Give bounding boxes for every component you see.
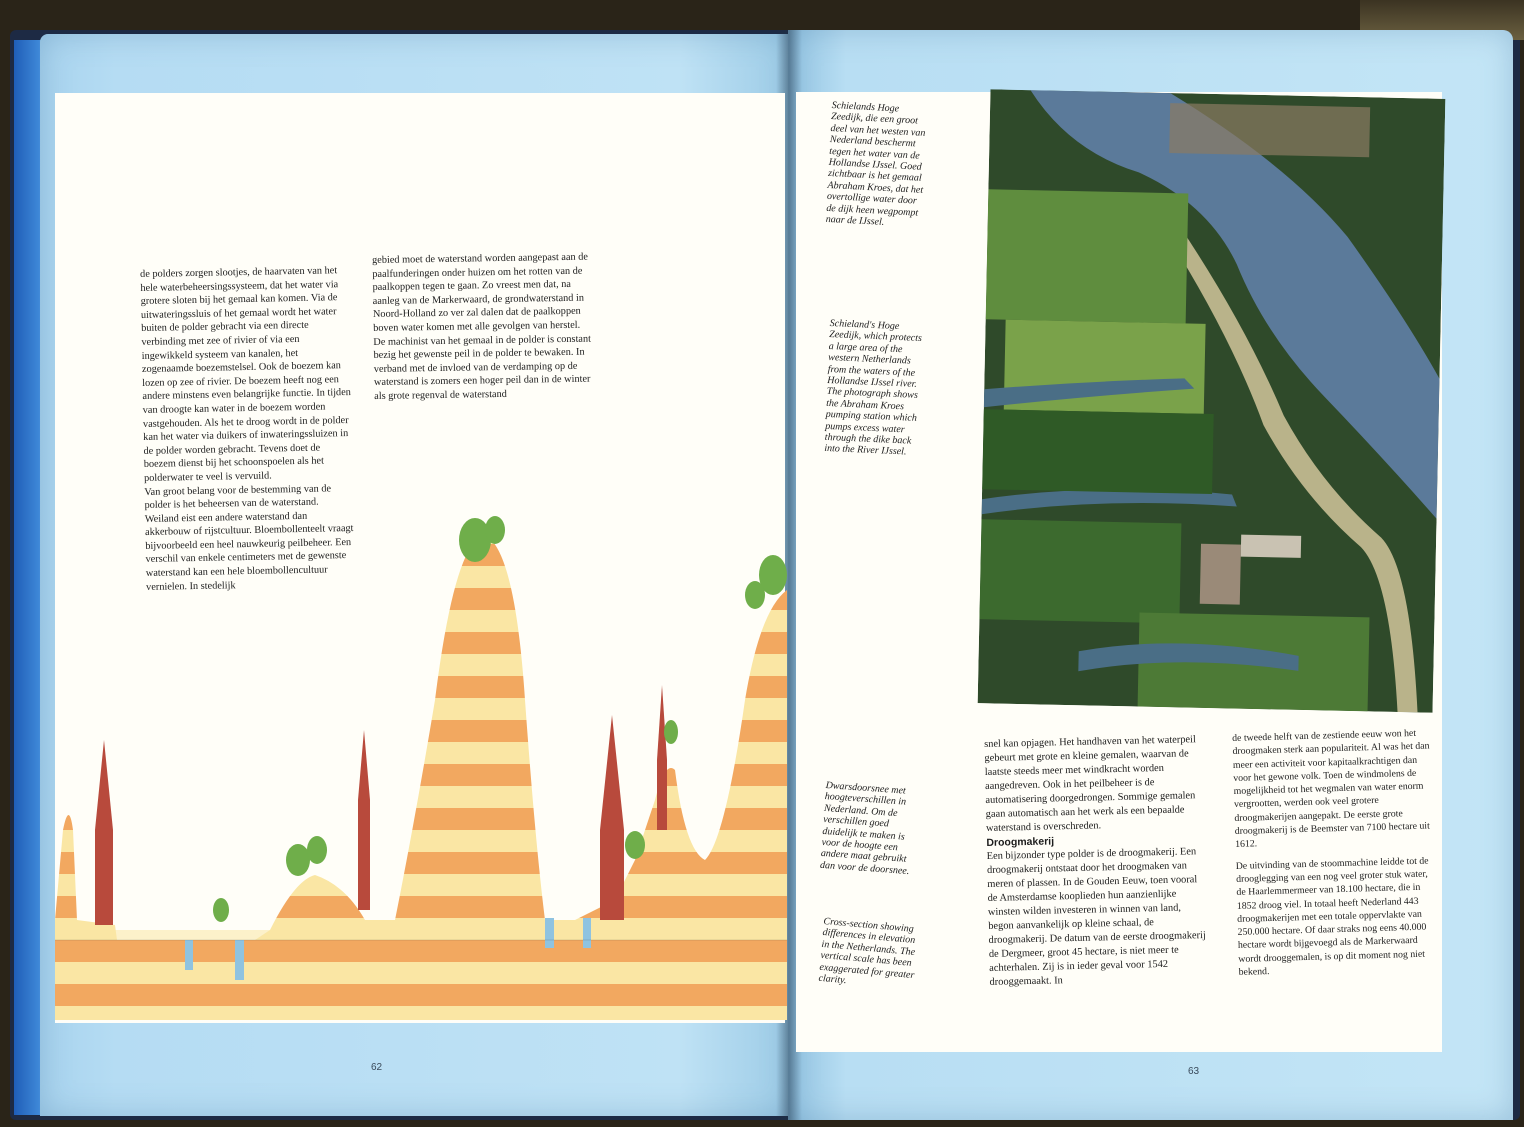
pumping-station-building	[1200, 544, 1241, 605]
farmland	[986, 189, 1189, 323]
orchard	[982, 409, 1214, 494]
orchard	[979, 519, 1181, 623]
water-channel	[583, 918, 591, 948]
paragraph: De machinist van het gemaal in de polder is constant bezig het gewenste peil in de polder te bewaken. In verband met de invloed van de verdamping op de waterstand is zomers een hoger peil dan in de winter als grote regenval de waterstand	[373, 333, 592, 402]
paragraph: Een bijzonder type polder is de droogmakerij. Een droogmakerij ontstaat door het droogmaken van meren of plassen. In de Gouden Eeuw, toen vooral de Amsterdamse kooplieden hun aanzienlijke winsten wilden investeren in winnen van land, begon aanvankelijk op kleine schaal, de droogmakerij. De datum van de eerste droogmakerij de Dergmeer, groot 45 hectare, is niet meer te achterhalen. Zij is in ieder geval voor 1542 drooggemaakt. In	[986, 846, 1206, 988]
caption-text: Cross-section showing differences in elevation in the Netherlands. The vertical scale has been exaggerated for greater clarity.	[818, 916, 916, 987]
photo-caption-english	[824, 318, 930, 459]
paragraph: Van groot belang voor de bestemming van de polder is het beheersen van de waterstand. Weiland eist een andere waterstand dan akkerbouw of rijstcultuur. Bloembollenteelt vraagt bijvoorbeeld een heel nauwkeurig peilbeheer. Een verschil van enkele centimeters met de gewenste waterstand kan een hele bloembollencultuur vernielen. In stedelijk	[144, 482, 354, 593]
cross-section-caption-english	[818, 916, 920, 993]
page-number-left: 62	[371, 1062, 383, 1073]
right-text-column-1	[984, 733, 1210, 990]
aerial-photo-abraham-kroes-pumping-station	[978, 89, 1446, 712]
paragraph: gebied moet de waterstand worden aangepast aan de paalfunderingen onder huizen om het rotten van de paalkoppen tegen te gaan. Zo vreest men dat, na aanleg van de Markerwaard, de grondwaterstand in Noord-Holland zo ver zal dalen dat de paalkoppen boven water komen met alle gevolgen van herstel.	[372, 251, 589, 334]
water-channel	[235, 940, 244, 980]
paragraph: snel kan opjagen. Het handhaven van het waterpeil gebeurt met grote en kleine gemalen, waarvan de laatste steeds meer met windkracht worden aangedreven. Ook in het peilbeheer is de automatisering doorgedrongen. Sommige gemalen gaan automatisch aan het werk als een bepaalde waterstand is overschreden.	[984, 734, 1196, 834]
church-tower	[95, 685, 667, 925]
left-text-column-2	[372, 250, 599, 403]
caption-text: Dwarsdoorsnee met hoogteverschillen in Nederland. Om de verschillen goed duidelijk te maken is voor de hoogte een andere maat gebruikt dan voor de doorsnee.	[819, 780, 910, 877]
paragraph: De uitvinding van de stoommachine leidde tot de drooglegging van een nog veel groter stuk water, de Haarlemmermeer van 18.100 hectare, die in 1852 droog viel. In totaal heeft Nederland 443 droogmakerijen met een totale oppervlakte van 250.000 hectare. Of daar straks nog eens 40.000 hectare wordt bijgevoegd als de Markerwaard wordt drooggemalen, is op dit moment nog niet bekend.	[1235, 855, 1429, 978]
section-heading: Droogmakerij	[986, 835, 1055, 849]
pumping-station-wing	[1241, 535, 1301, 558]
water-channel	[545, 918, 554, 948]
caption-text: Schieland's Hoge Zeedijk, which protects a large area of the western Netherlands from the waters of the Hollandse IJssel river. The photograph shows the Abraham Kroes pumping station which pumps excess water through the dike back into the River IJssel.	[824, 318, 923, 458]
photo-caption-dutch	[825, 100, 931, 231]
paragraph: de polders zorgen slootjes, de haarvaten van het hele waterbeheersingssysteem, dat het water via grotere sloten bij het gemaal kan komen. Via de uitwateringssluis of het gemaal wordt het water buiten de polder gebracht via een directe verbinding met zee of rivier of via een ingewikkeld systeem van kanalen, het zogenaamde boezemstelsel. Ook de boezem kan lozen op zee of rivier. De boezem heeft nog een andere minstens even belangrijke functie. In tijden van droogte kan water in de boezem worden vastgehouden. Als het te droog wordt in de polder kan het water via duikers of inwateringssluizen in de polder worden gebracht. Tevens doet de boezem dienst bij het schoonspoelen als het polderwater te veel is vervuild.	[140, 265, 351, 484]
village	[1169, 103, 1370, 157]
left-text-column-1	[140, 264, 356, 594]
cross-section-caption-dutch	[820, 780, 922, 878]
water-channel	[185, 940, 193, 970]
caption-text: Schielands Hoge Zeedijk, die een groot deel van het westen van Nederland beschermt tegen het water van de Hollandse IJssel. Goed zichtbaar is het gemaal Abraham Kroes, dat het overtollige water door de dijk heen wegpompt naar de IJssel.	[825, 100, 926, 228]
right-text-column-2	[1232, 726, 1439, 979]
page-number-right: 63	[1188, 1066, 1200, 1077]
paragraph: de tweede helft van de zestiende eeuw won het droogmaken sterk aan populariteit. Al was het dan meer een activiteit voor kapitaalkrachtigen dan voor het gewone volk. Toen de windmolens de mogelijkheid tot het wegmalen van water enorm vergrootten, werden ook veel grotere droogmakerijen aangepakt. De eerste grote droogmakerij is de Beemster van 7100 hectare uit 1612.	[1232, 727, 1430, 851]
